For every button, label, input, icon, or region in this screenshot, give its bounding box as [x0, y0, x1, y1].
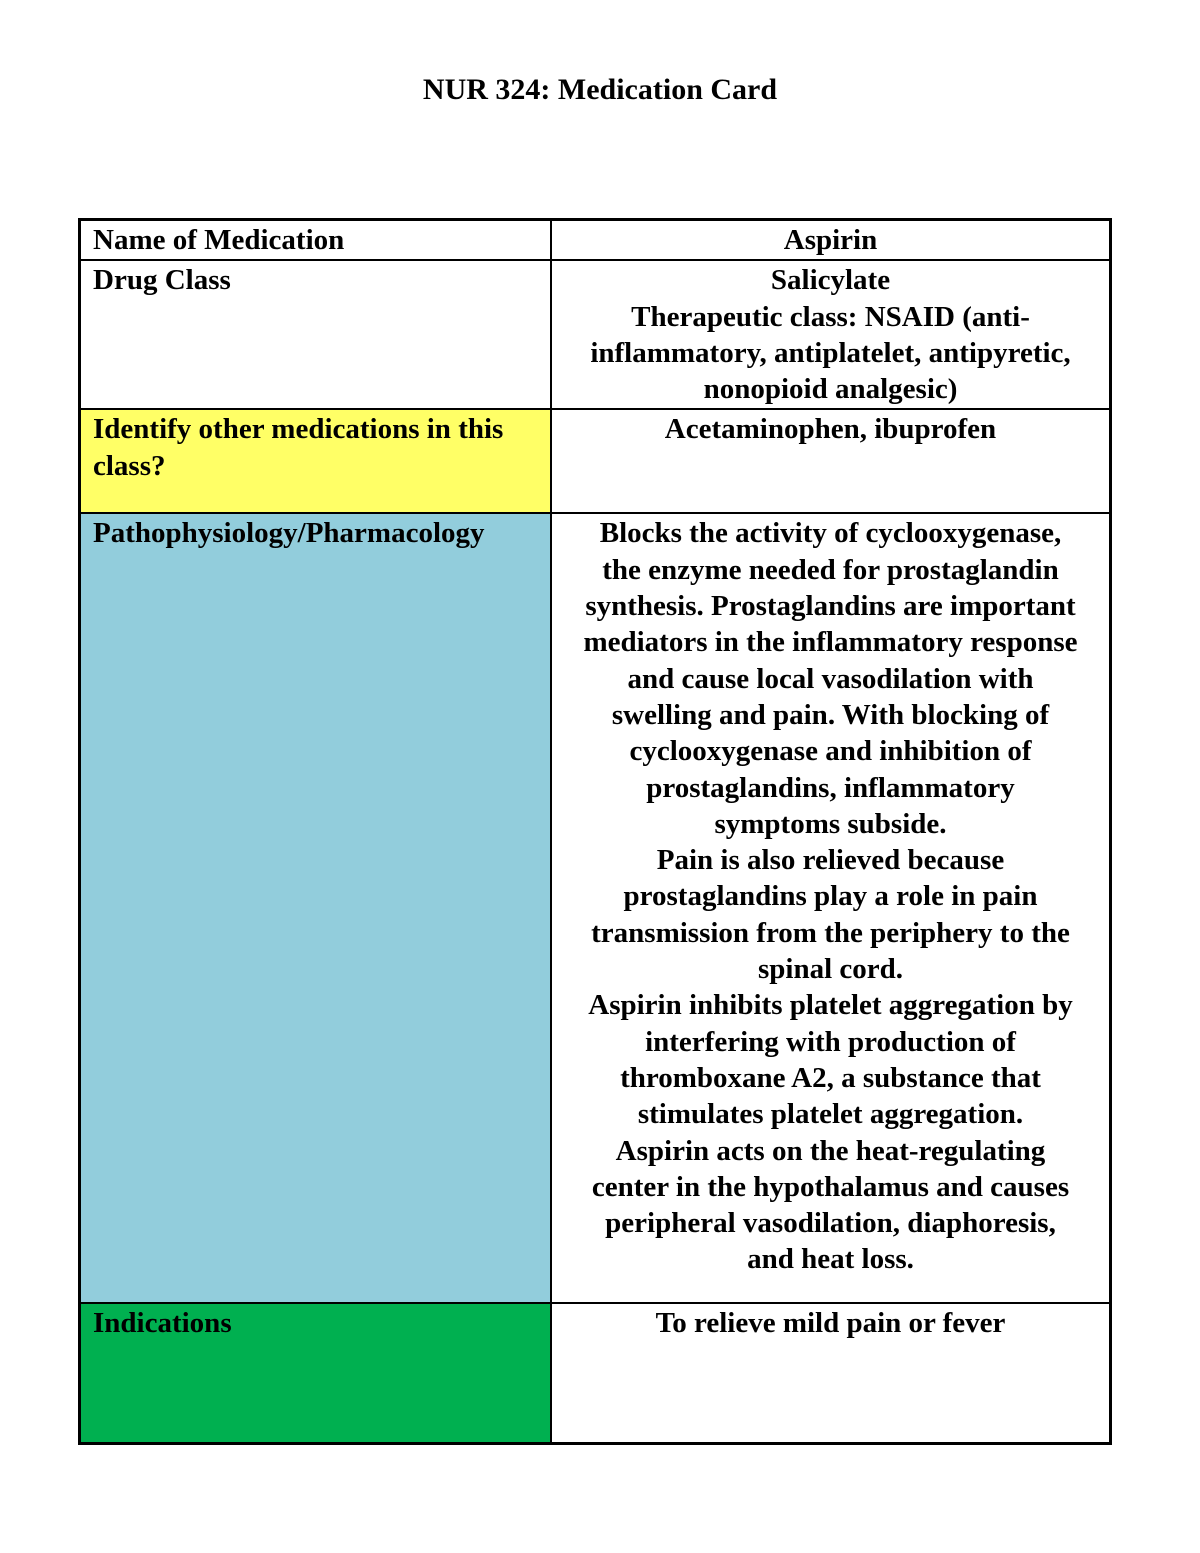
value-name-of-medication [551, 220, 1111, 261]
label-drug-class: Drug Class [80, 260, 552, 409]
value-other-medications [551, 409, 1111, 513]
value-line: and heat loss. [747, 1243, 914, 1276]
value-indications [551, 1303, 1111, 1443]
value-line: Pain is also relieved because [656, 844, 1005, 877]
value-line: prostaglandins, inflammatory [646, 771, 1015, 804]
medication-card-table [78, 218, 1112, 1445]
value-line: interfering with production of [645, 1025, 1016, 1058]
value-line: spinal cord. [757, 953, 904, 986]
value-line: swelling and pain. With blocking of [611, 698, 1050, 731]
value-line: synthesis. Prostaglandins are important [585, 590, 1076, 623]
value-line: Aspirin inhibits platelet aggregation by [588, 989, 1073, 1022]
value-drug-class [551, 260, 1111, 409]
value-pathophysiology [551, 513, 1111, 1303]
value-line: center in the hypothalamus and causes [591, 1170, 1070, 1203]
value-line: Therapeutic class: NSAID (anti- [631, 300, 1030, 333]
row-drug-class [80, 260, 1111, 409]
page-title: NUR 324: Medication Card [422, 73, 778, 106]
row-pathophysiology [80, 513, 1111, 1303]
value-line: mediators in the inflammatory response [583, 626, 1078, 659]
row-indications [80, 1303, 1111, 1443]
value-line: and cause local vasodilation with [627, 662, 1034, 695]
value-line: Acetaminophen, ibuprofen [664, 413, 997, 446]
label-pathophysiology: Pathophysiology/Pharmacology [80, 513, 552, 1303]
value-line: Blocks the activity of cyclooxygenase, [599, 517, 1062, 550]
value-line: To relieve mild pain or fever [655, 1307, 1006, 1340]
value-line: stimulates platelet aggregation. [637, 1098, 1024, 1131]
value-line: prostaglandins play a role in pain [623, 880, 1038, 913]
row-other-medications [80, 409, 1111, 513]
value-line: the enzyme needed for prostaglandin [602, 553, 1059, 586]
row-name-of-medication [80, 220, 1111, 261]
value-line: symptoms subside. [714, 807, 947, 840]
value-line: peripheral vasodilation, diaphoresis, [605, 1207, 1056, 1240]
label-name-of-medication: Name of Medication [80, 220, 552, 261]
value-line: thromboxane A2, a substance that [620, 1061, 1041, 1094]
value-line: transmission from the periphery to the [591, 916, 1070, 949]
value-line: cyclooxygenase and inhibition of [629, 735, 1032, 768]
value-line: inflammatory, antiplatelet, antipyretic, [590, 336, 1071, 369]
value-line: Aspirin acts on the heat-regulating [615, 1134, 1046, 1167]
value-line: Aspirin [783, 224, 878, 256]
label-other-medications: Identify other medications in this class? [80, 409, 552, 513]
label-indications: Indications [80, 1303, 552, 1443]
value-line: Salicylate [770, 264, 891, 297]
value-line: nonopioid analgesic) [703, 373, 958, 406]
